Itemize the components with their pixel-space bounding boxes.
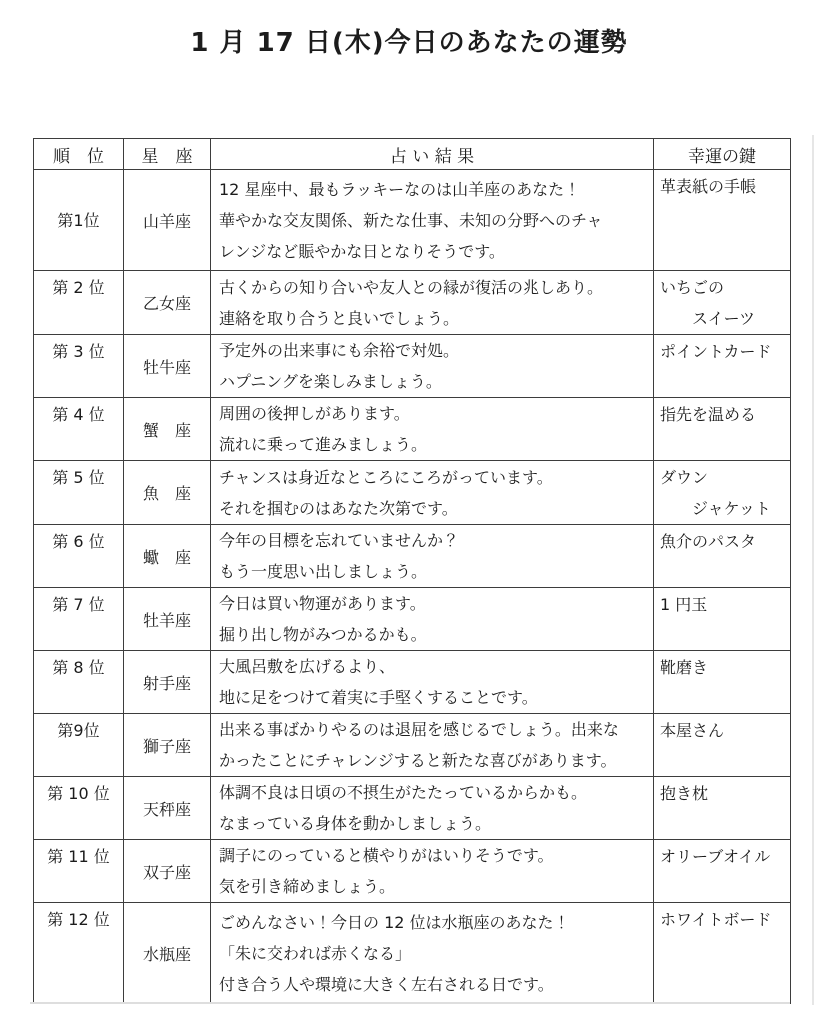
result-cell bbox=[211, 777, 654, 840]
text-line: 掘り出し物がみつかるかも。 bbox=[219, 625, 427, 644]
header-result: 占 い 結 果 bbox=[211, 139, 654, 170]
text-line: 大風呂敷を広げるより、 bbox=[219, 657, 396, 676]
sign-cell: 獅子座 bbox=[124, 714, 211, 777]
sign-cell: 双子座 bbox=[124, 840, 211, 903]
text-line: ごめんなさい！今日の 12 位は水瓶座のあなた！ bbox=[219, 912, 570, 932]
text-line: 「朱に交われば赤くなる」 bbox=[219, 943, 412, 963]
text-line: 周囲の後押しがあります。 bbox=[219, 404, 410, 423]
text-line: もう一度思い出しましょう。 bbox=[219, 562, 428, 581]
lucky-key-cell bbox=[654, 461, 791, 525]
rank-cell: 第 11 位 bbox=[34, 840, 124, 903]
text-line: 古くからの知り合いや友人との縁が復活の兆しあり。 bbox=[219, 277, 604, 297]
rank-cell: 第 10 位 bbox=[34, 777, 124, 840]
text-line: 流れに乗って進みましょう。 bbox=[219, 435, 428, 454]
text-line: ハプニングを楽しみましょう。 bbox=[219, 372, 442, 391]
scan-artifact-bottom-line bbox=[30, 1002, 790, 1004]
result-cell bbox=[211, 398, 654, 461]
text-line: いちごの bbox=[660, 278, 725, 297]
lucky-key-cell bbox=[654, 525, 791, 588]
text-line: 指先を温める bbox=[660, 405, 757, 424]
result-cell bbox=[211, 651, 654, 714]
text-line: 連絡を取り合うと良いでしょう。 bbox=[219, 308, 460, 328]
lucky-key-cell bbox=[654, 903, 791, 1004]
lucky-key-cell bbox=[654, 588, 791, 651]
sign-cell: 牡羊座 bbox=[124, 588, 211, 651]
rank-cell: 第 6 位 bbox=[34, 525, 124, 588]
header-rank: 順 位 bbox=[34, 139, 124, 170]
table-row bbox=[34, 903, 791, 1004]
rank-cell: 第 2 位 bbox=[34, 271, 124, 335]
result-cell bbox=[211, 525, 654, 588]
text-line: チャンスは身近なところにころがっています。 bbox=[219, 467, 553, 487]
table-row bbox=[34, 651, 791, 714]
lucky-key-cell bbox=[654, 840, 791, 903]
lucky-key-cell bbox=[654, 271, 791, 335]
text-line: 華やかな交友関係、新たな仕事、未知の分野へのチャ bbox=[219, 210, 603, 230]
text-line: 革表紙の手帳 bbox=[660, 177, 757, 196]
text-line: 体調不良は日頃の不摂生がたたっているからかも。 bbox=[219, 783, 588, 802]
rank-cell: 第 8 位 bbox=[34, 651, 124, 714]
text-line: ホワイトボード bbox=[660, 910, 772, 929]
rank-cell: 第 5 位 bbox=[34, 461, 124, 525]
sign-cell: 魚 座 bbox=[124, 461, 211, 525]
rank-cell: 第9位 bbox=[34, 714, 124, 777]
sign-cell: 水瓶座 bbox=[124, 903, 211, 1004]
text-line: なまっている身体を動かしましょう。 bbox=[219, 814, 492, 833]
horoscope-table bbox=[33, 138, 791, 1004]
rank-cell: 第 3 位 bbox=[34, 335, 124, 398]
lucky-key-cell bbox=[654, 170, 791, 271]
text-line: 12 星座中、最もラッキーなのは山羊座のあなた！ bbox=[219, 179, 581, 199]
lucky-key-cell bbox=[654, 777, 791, 840]
result-cell bbox=[211, 170, 654, 271]
table-header bbox=[34, 139, 791, 170]
text-line: それを掴むのはあなた次第です。 bbox=[219, 498, 458, 518]
table-row bbox=[34, 840, 791, 903]
table-row bbox=[34, 170, 791, 271]
header-lucky: 幸運の鍵 bbox=[654, 139, 791, 170]
text-line: かったことにチャレンジすると新たな喜びがあります。 bbox=[219, 751, 617, 770]
table-row bbox=[34, 525, 791, 588]
rank-cell: 第1位 bbox=[34, 170, 124, 271]
table-row bbox=[34, 461, 791, 525]
table-row bbox=[34, 777, 791, 840]
result-cell bbox=[211, 903, 654, 1004]
text-line: 気を引き締めましょう。 bbox=[219, 877, 396, 896]
text-line: スイーツ bbox=[660, 309, 756, 328]
text-line: 魚介のパスタ bbox=[660, 532, 757, 551]
text-line: 今日は買い物運があります。 bbox=[219, 594, 426, 613]
text-line: 地に足をつけて着実に手堅くすることです。 bbox=[219, 688, 538, 707]
sign-cell: 蟹 座 bbox=[124, 398, 211, 461]
text-line: 本屋さん bbox=[660, 721, 725, 740]
text-line: ポイントカード bbox=[660, 342, 772, 361]
text-line: 靴磨き bbox=[660, 658, 709, 677]
rank-cell: 第 12 位 bbox=[34, 903, 124, 1004]
table-row bbox=[34, 588, 791, 651]
lucky-key-cell bbox=[654, 335, 791, 398]
text-line: ジャケット bbox=[660, 499, 771, 518]
lucky-key-cell bbox=[654, 398, 791, 461]
page-title: 1 月 17 日(木)今日のあなたの運勢 bbox=[190, 28, 628, 58]
sign-cell: 山羊座 bbox=[124, 170, 211, 271]
result-cell bbox=[211, 271, 654, 335]
text-line: レンジなど賑やかな日となりそうです。 bbox=[219, 241, 505, 261]
scan-artifact-right-line bbox=[812, 135, 814, 1005]
table-row bbox=[34, 335, 791, 398]
result-cell bbox=[211, 335, 654, 398]
lucky-key-cell bbox=[654, 714, 791, 777]
sign-cell: 牡牛座 bbox=[124, 335, 211, 398]
sign-cell: 射手座 bbox=[124, 651, 211, 714]
lucky-key-cell bbox=[654, 651, 791, 714]
table-row bbox=[34, 271, 791, 335]
result-cell bbox=[211, 714, 654, 777]
sign-cell: 乙女座 bbox=[124, 271, 211, 335]
text-line: 調子にのっていると横やりがはいりそうです。 bbox=[219, 846, 554, 865]
text-line: 付き合う人や環境に大きく左右される日です。 bbox=[219, 974, 554, 994]
text-line: ダウン bbox=[660, 468, 709, 487]
text-line: 1 円玉 bbox=[660, 595, 708, 614]
text-line: オリーブオイル bbox=[660, 847, 771, 866]
result-cell bbox=[211, 588, 654, 651]
table-row bbox=[34, 398, 791, 461]
table-body bbox=[34, 170, 791, 1004]
sign-cell: 天秤座 bbox=[124, 777, 211, 840]
text-line: 抱き枕 bbox=[660, 784, 709, 803]
table-row bbox=[34, 714, 791, 777]
rank-cell: 第 7 位 bbox=[34, 588, 124, 651]
text-line: 出来る事ばかりやるのは退屈を感じるでしょう。出来な bbox=[219, 720, 619, 739]
header-sign: 星 座 bbox=[124, 139, 211, 170]
sign-cell: 蠍 座 bbox=[124, 525, 211, 588]
header-row bbox=[34, 139, 791, 170]
result-cell bbox=[211, 461, 654, 525]
rank-cell: 第 4 位 bbox=[34, 398, 124, 461]
text-line: 予定外の出来事にも余裕で対処。 bbox=[219, 341, 460, 360]
text-line: 今年の目標を忘れていませんか？ bbox=[219, 531, 460, 550]
result-cell bbox=[211, 840, 654, 903]
